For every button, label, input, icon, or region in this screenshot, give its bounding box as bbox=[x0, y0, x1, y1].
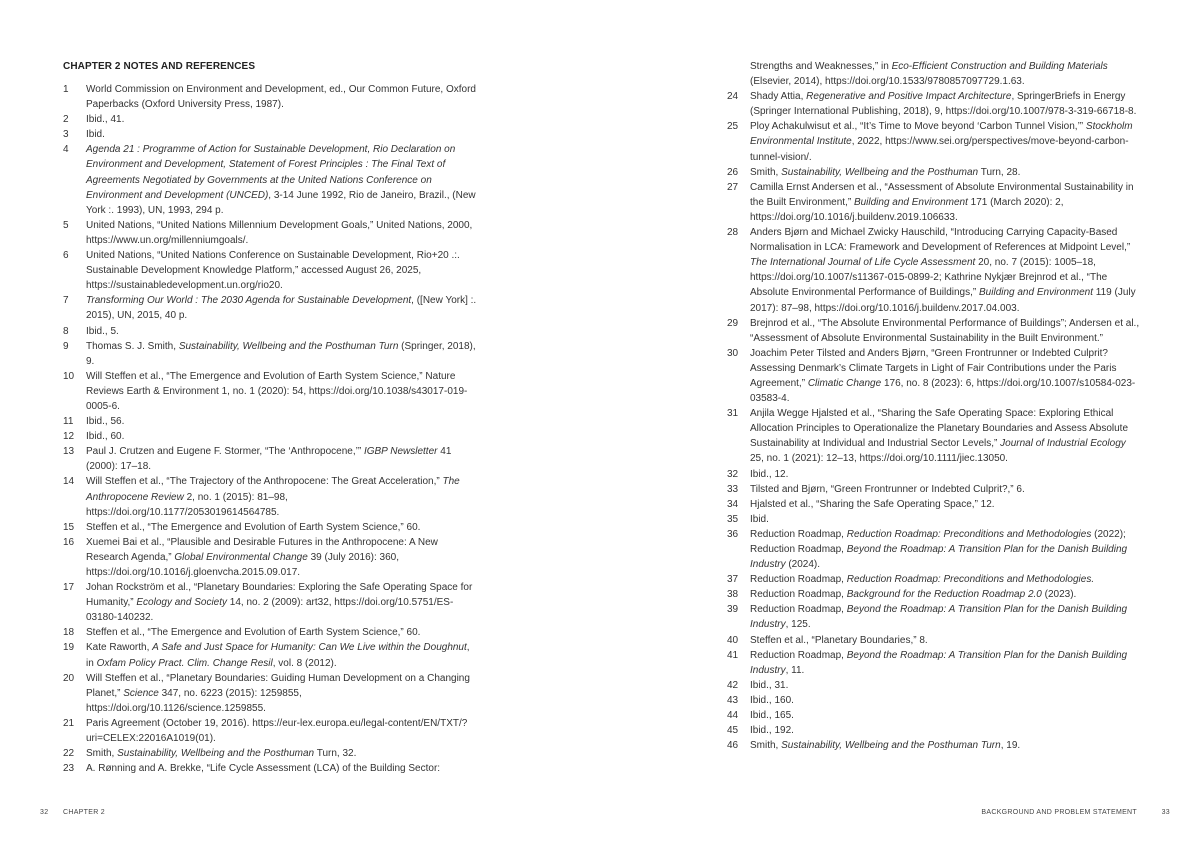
note-text-run: Ibid., 160. bbox=[750, 694, 794, 706]
note-text bbox=[750, 119, 1141, 164]
note-item bbox=[727, 406, 1141, 466]
note-text-run: Tilsted and Bjørn, “Green Frontrunner or Indebted Culprit?,” 6. bbox=[750, 483, 1025, 495]
note-item bbox=[63, 324, 477, 339]
note-number: 4 bbox=[63, 144, 69, 156]
note-text-italic: Global Environmental Change bbox=[174, 551, 308, 563]
note-number: 2 bbox=[63, 114, 69, 126]
note-text bbox=[86, 339, 477, 369]
note-text-run: Anders Bjørn and Michael Zwicky Hauschild, “Introducing Carrying Capacity-Based Normalisation in LCA: Framework and Development of References at Midpoint Level,” bbox=[750, 227, 1131, 254]
note-text bbox=[750, 648, 1141, 678]
note-item bbox=[63, 127, 477, 142]
note-text-italic: Stockholm Environmental Institute bbox=[750, 121, 1133, 148]
note-number: 25 bbox=[727, 121, 739, 133]
note-text-run: United Nations, “United Nations Conference on Sustainable Development, Rio+20 .:. Sustainable Development Knowledge Platform,” accessed August 26, 2025, https://sustainabledevelopment.un.org/rio20. bbox=[86, 250, 460, 292]
note-text bbox=[750, 59, 1141, 89]
note-text-run: , in bbox=[86, 642, 470, 669]
note-number: 42 bbox=[727, 679, 739, 691]
note-item bbox=[63, 248, 477, 293]
notes-list-right bbox=[727, 59, 1141, 753]
note-text-run: 41 (2000): 17–18. bbox=[86, 446, 452, 473]
note-text bbox=[750, 587, 1141, 602]
note-text-italic: Transforming Our World : The 2030 Agenda for Sustainable Development bbox=[86, 295, 412, 307]
note-text-run: Hjalsted et al., “Sharing the Safe Operating Space,” 12. bbox=[750, 498, 995, 510]
note-text-run: (2024). bbox=[785, 559, 821, 571]
note-text-run: Ibid. bbox=[750, 513, 769, 525]
note-text bbox=[86, 671, 477, 716]
note-text-run: , 3-14 June 1992, Rio de Janeiro, Brazil., (New York :. 1993), UN, 1993, 294 p. bbox=[86, 189, 476, 216]
note-text-run: Thomas S. J. Smith, bbox=[86, 340, 179, 352]
section-heading: CHAPTER 2 NOTES AND REFERENCES bbox=[63, 61, 256, 72]
note-number: 40 bbox=[727, 634, 739, 646]
note-text-run: Johan Rockström et al., “Planetary Boundaries: Exploring the Safe Operating Space for Humanity,” bbox=[86, 582, 473, 609]
note-text-run: World Commission on Environment and Development, ed., Our Common Future, Oxford Paperbacks (Oxford University Press, 1987). bbox=[86, 84, 476, 111]
note-item bbox=[727, 346, 1141, 406]
note-text-run: Ibid., 5. bbox=[86, 325, 119, 337]
note-text bbox=[750, 633, 1141, 648]
note-number: 24 bbox=[727, 91, 739, 103]
note-text-italic: Beyond the Roadmap: A Transition Plan for the Danish Building Industry bbox=[750, 649, 1128, 676]
note-item bbox=[63, 474, 477, 519]
note-text-italic: A Safe and Just Space for Humanity: Can We Live within the Doughnut bbox=[152, 642, 467, 654]
note-text-run: Strengths and Weaknesses,” in bbox=[750, 61, 892, 72]
note-item bbox=[63, 369, 477, 414]
note-number: 43 bbox=[727, 694, 739, 706]
note-text-italic: Journal of Industrial Ecology bbox=[1000, 438, 1126, 450]
note-text bbox=[86, 112, 477, 127]
note-number: 31 bbox=[727, 408, 739, 420]
note-text-run: , 19. bbox=[1000, 740, 1021, 752]
note-text-run: Will Steffen et al., “The Trajectory of the Anthropocene: The Great Acceleration,” bbox=[86, 476, 443, 488]
note-text-italic: IGBP Newsletter bbox=[363, 446, 438, 458]
note-text-run: Reduction Roadmap, bbox=[750, 649, 847, 661]
note-text-italic: Building and Environment bbox=[979, 287, 1093, 299]
note-text bbox=[750, 602, 1141, 632]
note-text bbox=[86, 142, 477, 217]
note-text bbox=[86, 580, 477, 625]
note-text-italic: The International Journal of Life Cycle Assessment bbox=[750, 257, 976, 269]
note-text-run: Turn, 28. bbox=[978, 166, 1021, 178]
note-text-run: Xuemei Bai et al., “Plausible and Desirable Futures in the Anthropocene: A New Research Agenda,” bbox=[86, 536, 438, 563]
note-text-italic: Beyond the Roadmap: A Transition Plan for the Danish Building Industry bbox=[750, 604, 1128, 631]
note-text-italic: Eco-Efficient Construction and Building Materials bbox=[891, 61, 1108, 72]
note-text-run: Camilla Ernst Andersen et al., “Assessment of Absolute Environmental Sustainability in the Built Environment,” bbox=[750, 181, 1134, 208]
note-text bbox=[750, 89, 1141, 119]
note-number: 9 bbox=[63, 340, 69, 352]
note-number: 41 bbox=[727, 649, 739, 661]
note-item bbox=[727, 180, 1141, 225]
note-text bbox=[750, 738, 1141, 753]
note-item bbox=[63, 535, 477, 580]
note-number: 6 bbox=[63, 250, 69, 262]
note-text bbox=[86, 761, 477, 776]
note-text-run: Ploy Achakulwisut et al., “It’s Time to Move beyond ‘Carbon Tunnel Vision,’” bbox=[750, 121, 1086, 133]
note-item bbox=[727, 693, 1141, 708]
note-text-run: , SpringerBriefs in Energy (Springer International Publishing, 2018), 9, https://doi.org/10.1007/978-3-319-66718-8. bbox=[750, 91, 1137, 118]
note-item bbox=[727, 165, 1141, 180]
note-text-run: Paris Agreement (October 19, 2016). https://eur-lex.europa.eu/legal-content/EN/TXT/?uri=CELEX:22016A1019(01). bbox=[86, 717, 468, 745]
note-text bbox=[86, 444, 477, 474]
notes-column-left bbox=[63, 59, 477, 776]
note-text-run: United Nations, “United Nations Millennium Development Goals,” United Nations, 2000, https://www.un.org/millenniumgoals/. bbox=[86, 219, 473, 246]
note-number: 10 bbox=[63, 370, 75, 382]
note-text bbox=[750, 467, 1141, 482]
note-number: 15 bbox=[63, 521, 75, 533]
note-item bbox=[63, 112, 477, 127]
note-item bbox=[727, 738, 1141, 753]
note-text-run: Steffen et al., “The Emergence and Evolution of Earth System Science,” 60. bbox=[86, 627, 421, 639]
note-text-italic: Sustainability, Wellbeing and the Posthuman bbox=[117, 748, 315, 760]
note-text bbox=[86, 293, 477, 323]
note-text bbox=[750, 180, 1141, 225]
note-text-run: (2022); Reduction Roadmap, bbox=[750, 528, 1126, 555]
note-text-italic: Beyond the Roadmap: A Transition Plan for the Danish Building Industry bbox=[750, 544, 1128, 571]
note-item bbox=[63, 746, 477, 761]
note-text-run: Smith, bbox=[750, 740, 782, 752]
note-text-italic: Reduction Roadmap: Preconditions and Methodologies bbox=[846, 528, 1092, 540]
note-number: 22 bbox=[63, 748, 75, 760]
note-item bbox=[63, 414, 477, 429]
note-item bbox=[63, 429, 477, 444]
note-item bbox=[727, 497, 1141, 512]
note-text bbox=[86, 324, 477, 339]
note-item bbox=[727, 633, 1141, 648]
note-text-run: , 11. bbox=[785, 664, 805, 676]
note-text-run: Steffen et al., “Planetary Boundaries,” 8. bbox=[750, 634, 928, 646]
note-number: 45 bbox=[727, 725, 739, 737]
note-number: 5 bbox=[63, 219, 69, 231]
note-number: 29 bbox=[727, 317, 739, 329]
note-item bbox=[727, 602, 1141, 632]
note-number: 19 bbox=[63, 642, 75, 654]
note-continuation bbox=[727, 59, 1141, 89]
note-number: 23 bbox=[63, 763, 75, 775]
note-text bbox=[86, 369, 477, 414]
note-text-italic: The Anthropocene Review bbox=[86, 476, 460, 503]
note-text-run: 39 (July 2016): 360, https://doi.org/10.1016/j.gloenvcha.2015.09.017. bbox=[86, 551, 399, 578]
note-text bbox=[750, 678, 1141, 693]
note-text-run: Reduction Roadmap, bbox=[750, 574, 847, 586]
note-number: 26 bbox=[727, 166, 739, 178]
note-text bbox=[86, 716, 477, 746]
note-text-run: (Elsevier, 2014), https://doi.org/10.1533/9780857097729.1.63. bbox=[750, 76, 1025, 88]
note-number: 14 bbox=[63, 476, 75, 488]
note-text-italic: Sustainability, Wellbeing and the Posthuman Turn bbox=[781, 740, 1001, 752]
note-item bbox=[727, 512, 1141, 527]
note-text-run: Ibid., 31. bbox=[750, 679, 789, 691]
note-text-run: Shady Attia, bbox=[750, 91, 807, 103]
footer-section-label: BACKGROUND AND PROBLEM STATEMENT bbox=[981, 809, 1137, 816]
note-text-italic: Oxfam Policy Pract. Clim. Change Resil bbox=[96, 657, 273, 669]
note-item bbox=[727, 678, 1141, 693]
note-text-run: Ibid., 41. bbox=[86, 114, 125, 126]
note-text bbox=[86, 520, 477, 535]
note-text-run: 119 (July 2017): 87–98, https://doi.org/10.1016/j.buildenv.2017.04.003. bbox=[750, 287, 1136, 314]
note-number: 33 bbox=[727, 483, 739, 495]
right-page bbox=[600, 0, 1200, 849]
note-text-italic: Ecology and Society bbox=[136, 597, 228, 609]
note-number: 34 bbox=[727, 498, 739, 510]
note-item bbox=[63, 716, 477, 746]
note-item bbox=[63, 293, 477, 323]
note-text bbox=[750, 693, 1141, 708]
note-item bbox=[63, 625, 477, 640]
note-text-run: Joachim Peter Tilsted and Anders Bjørn, “Green Frontrunner or Indebted Culprit? Assessing Denmark’s Climate Targets in Light of Fair Contributions under the Paris Agreement,” bbox=[750, 347, 1117, 389]
note-number: 28 bbox=[727, 227, 739, 239]
note-text bbox=[86, 625, 477, 640]
note-text-run: Brejnrod et al., “The Absolute Environmental Performance of Buildings”; Andersen et al., “Assessment of Absolute Environmental Sustainability in the Built Environment.” bbox=[750, 317, 1140, 344]
note-item bbox=[63, 218, 477, 248]
note-item bbox=[727, 482, 1141, 497]
note-text bbox=[750, 482, 1141, 497]
note-item bbox=[63, 520, 477, 535]
note-number: 36 bbox=[727, 528, 739, 540]
note-text-run: Ibid., 60. bbox=[86, 431, 125, 443]
note-text-run: Reduction Roadmap, bbox=[750, 528, 847, 540]
notes-list-left bbox=[63, 82, 477, 776]
note-text-run: Ibid., 192. bbox=[750, 725, 794, 737]
note-text bbox=[86, 429, 477, 444]
note-text-run: Steffen et al., “The Emergence and Evolution of Earth System Science,” 60. bbox=[86, 521, 421, 533]
note-item bbox=[727, 225, 1141, 316]
note-number: 17 bbox=[63, 582, 75, 594]
note-number: 1 bbox=[63, 84, 69, 95]
note-text bbox=[86, 640, 477, 670]
note-text bbox=[86, 414, 477, 429]
note-text bbox=[86, 474, 477, 519]
note-text-run: , 2022, https://www.sei.org/perspectives/move-beyond-carbon-tunnel-vision/. bbox=[750, 136, 1129, 163]
note-number: 27 bbox=[727, 181, 739, 193]
note-text-run: Paul J. Crutzen and Eugene F. Stormer, “The ‘Anthropocene,’” bbox=[86, 446, 364, 458]
footer-page-number-right: 33 bbox=[1161, 809, 1170, 816]
note-item bbox=[727, 527, 1141, 572]
note-text bbox=[750, 512, 1141, 527]
note-number: 38 bbox=[727, 589, 739, 601]
note-item bbox=[727, 572, 1141, 587]
note-text-run: Turn, 32. bbox=[314, 748, 357, 760]
notes-column-right bbox=[727, 59, 1141, 753]
note-text bbox=[750, 406, 1141, 466]
note-item bbox=[727, 316, 1141, 346]
note-number: 3 bbox=[63, 129, 69, 141]
note-text-run: 20, no. 7 (2015): 1005–18, https://doi.org/10.1007/s11367-015-0899-2; Kathrine Nykjær Brejnrod et al., “The Absolute Environmental Performance of Buildings,” bbox=[750, 257, 1108, 299]
note-number: 16 bbox=[63, 536, 75, 548]
note-item bbox=[63, 339, 477, 369]
note-item bbox=[727, 587, 1141, 602]
note-text-run: Reduction Roadmap, bbox=[750, 589, 847, 601]
note-item bbox=[63, 142, 477, 217]
note-text-run: Smith, bbox=[86, 748, 118, 760]
note-text-run: Will Steffen et al., “Planetary Boundaries: Guiding Human Development on a Changing Planet,” bbox=[86, 672, 470, 699]
note-number: 30 bbox=[727, 347, 739, 359]
note-number: 20 bbox=[63, 672, 75, 684]
note-number: 46 bbox=[727, 740, 739, 752]
note-number: 37 bbox=[727, 574, 739, 586]
note-text-italic: Regenerative and Positive Impact Architecture bbox=[806, 91, 1012, 103]
note-number: 8 bbox=[63, 325, 69, 337]
note-number: 21 bbox=[63, 717, 75, 729]
note-number: 12 bbox=[63, 431, 75, 443]
note-item bbox=[63, 444, 477, 474]
note-item bbox=[63, 580, 477, 625]
note-text-run: 171 (March 2020): 2, https://doi.org/10.1016/j.buildenv.2019.106633. bbox=[750, 196, 1064, 223]
footer-page-number-left: 32 bbox=[40, 809, 49, 816]
note-text bbox=[86, 746, 477, 761]
note-number: 35 bbox=[727, 513, 739, 525]
note-text-run: A. Rønning and A. Brekke, “Life Cycle Assessment (LCA) of the Building Sector: bbox=[86, 763, 441, 775]
note-text-run: Anjila Wegge Hjalsted et al., “Sharing the Safe Operating Space: Exploring Ethical Allocation Principles to Operationalize the Planetary Boundaries and Assess Absolute Sustainability at Individual and Industrial Sector Levels,” bbox=[750, 408, 1129, 450]
note-text-run: , ([New York] :. 2015), UN, 2015, 40 p. bbox=[86, 295, 477, 322]
note-text bbox=[750, 497, 1141, 512]
note-text-run: Will Steffen et al., “The Emergence and Evolution of Earth System Science,” Nature Reviews Earth & Environment 1, no. 1 (2020): 54, https://doi.org/10.1038/s43017-019-0005-6. bbox=[86, 370, 468, 412]
note-number: 39 bbox=[727, 604, 739, 616]
note-text bbox=[750, 572, 1141, 587]
note-item bbox=[63, 761, 477, 776]
note-text-run: 347, no. 6223 (2015): 1259855, https://doi.org/10.1126/science.1259855. bbox=[86, 687, 302, 714]
note-text-run: Kate Raworth, bbox=[86, 642, 153, 654]
note-text-run: , 125. bbox=[785, 619, 811, 631]
note-text-run: Ibid. bbox=[86, 129, 105, 141]
note-item bbox=[63, 640, 477, 670]
note-item bbox=[727, 89, 1141, 119]
note-text-italic: Science bbox=[123, 687, 159, 699]
note-text-run: (Springer, 2018), 9. bbox=[86, 340, 476, 367]
note-text bbox=[750, 316, 1141, 346]
note-item bbox=[727, 119, 1141, 164]
note-item bbox=[727, 648, 1141, 678]
note-text-run: Reduction Roadmap, bbox=[750, 604, 847, 616]
note-number: 11 bbox=[63, 416, 74, 428]
note-item bbox=[727, 708, 1141, 723]
note-text-run: Ibid., 12. bbox=[750, 468, 789, 480]
note-text-run: (2023). bbox=[1041, 589, 1077, 601]
note-text-italic: Reduction Roadmap: Preconditions and Methodologies. bbox=[846, 574, 1095, 586]
note-text bbox=[86, 82, 477, 112]
note-text-run: Ibid., 165. bbox=[750, 710, 794, 722]
note-item bbox=[727, 723, 1141, 738]
note-text-run: 25, no. 1 (2021): 12–13, https://doi.org/10.1111/jiec.13050. bbox=[750, 453, 1008, 465]
note-text bbox=[86, 127, 477, 142]
note-text bbox=[750, 225, 1141, 316]
note-item bbox=[63, 82, 477, 112]
note-text-italic: Sustainability, Wellbeing and the Posthuman Turn bbox=[178, 340, 399, 352]
note-text-run: Smith, bbox=[750, 166, 782, 178]
note-text-italic: Sustainability, Wellbeing and the Posthuman bbox=[781, 166, 979, 178]
note-text-run: , vol. 8 (2012). bbox=[272, 657, 337, 669]
note-text-run: 2, no. 1 (2015): 81–98, https://doi.org/10.1177/2053019614564785. bbox=[86, 491, 288, 518]
note-text-italic: Climatic Change bbox=[807, 377, 882, 389]
note-item bbox=[63, 671, 477, 716]
note-number: 13 bbox=[63, 446, 75, 458]
note-text bbox=[86, 248, 477, 293]
note-number: 44 bbox=[727, 710, 739, 722]
note-text bbox=[750, 708, 1141, 723]
note-number: 18 bbox=[63, 627, 75, 639]
note-number: 32 bbox=[727, 468, 739, 480]
note-text bbox=[750, 723, 1141, 738]
note-text-run: 14, no. 2 (2009): art32, https://doi.org/10.5751/ES-03180-140232. bbox=[86, 597, 454, 624]
note-text-run: 176, no. 8 (2023): 6, https://doi.org/10.1007/s10584-023-03583-4. bbox=[750, 377, 1136, 405]
note-text-italic: Building and Environment bbox=[853, 196, 968, 208]
note-text-italic: Agenda 21 : Programme of Action for Sustainable Development, Rio Declaration on Environment and Development, Statement of Forest Principles : The Final Text of Agreements Negotiated by Governments at the United Nations Conference on Environment and Development (UNCED) bbox=[86, 144, 456, 201]
note-text-run: Ibid., 56. bbox=[86, 416, 125, 428]
note-text bbox=[86, 218, 477, 248]
note-text bbox=[750, 527, 1141, 572]
note-text bbox=[86, 535, 477, 580]
footer-chapter-label: CHAPTER 2 bbox=[63, 809, 105, 816]
note-item bbox=[727, 467, 1141, 482]
note-text-italic: Background for the Reduction Roadmap 2.0 bbox=[846, 589, 1042, 601]
note-text bbox=[750, 346, 1141, 406]
note-number: 7 bbox=[63, 295, 69, 307]
note-text bbox=[750, 165, 1141, 180]
